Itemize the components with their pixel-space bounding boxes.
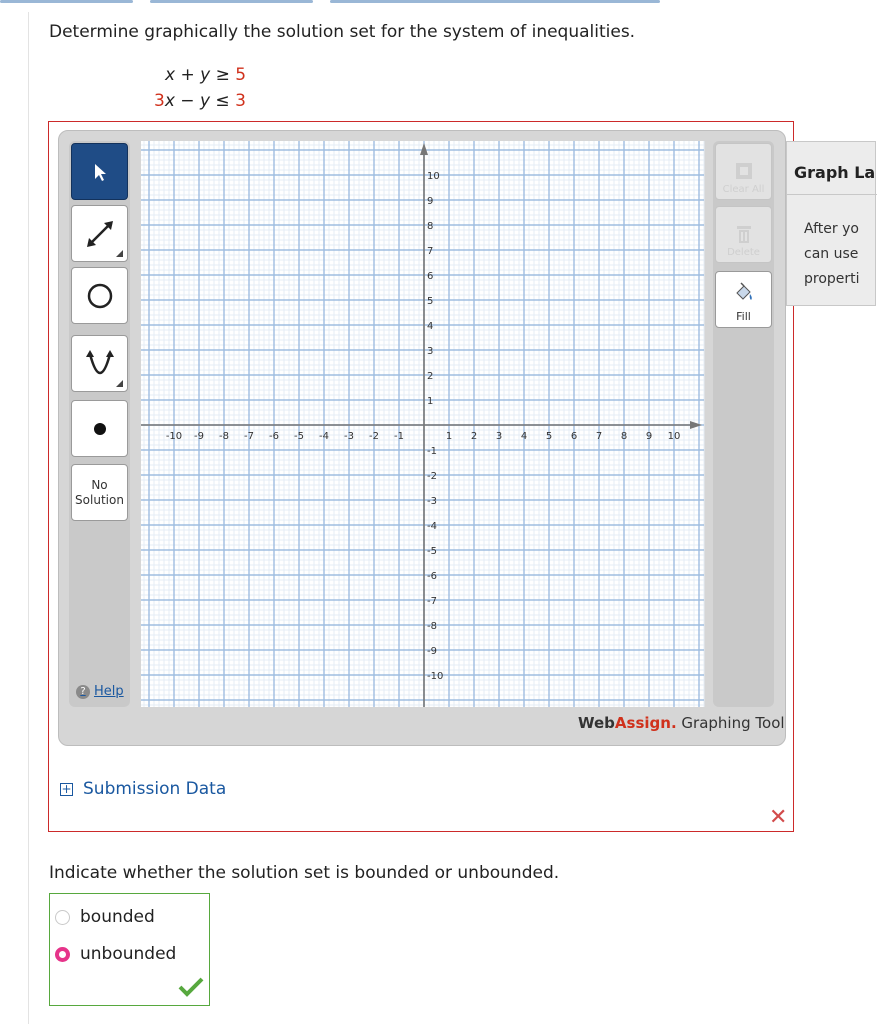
circle-icon [83, 279, 117, 313]
submenu-indicator-icon [116, 250, 123, 257]
top-tabs-strip [0, 0, 862, 10]
y-tick-label: 4 [427, 321, 434, 332]
help-link[interactable] [76, 684, 124, 699]
x-tick-label: -9 [194, 431, 204, 442]
submenu-indicator-icon [116, 380, 123, 387]
point-icon [90, 419, 110, 439]
question-text: Determine graphically the solution set for the system of inequalities. [49, 22, 636, 42]
line-arrow-icon [83, 217, 117, 251]
x-tick-label: -10 [165, 431, 183, 442]
option-bounded[interactable] [55, 907, 155, 927]
x-tick-label: -6 [269, 431, 279, 442]
graph-layers-divider [787, 194, 877, 195]
radio-bounded[interactable] [55, 910, 70, 925]
no-solution-button[interactable] [71, 464, 128, 521]
option-unbounded[interactable] [55, 944, 176, 964]
x-tick-label: 10 [667, 431, 681, 442]
inequality-2: 3x − y ≤ 3 [154, 91, 246, 111]
x-tick-label: 2 [470, 431, 478, 442]
help-icon: ? [76, 685, 90, 699]
top-tab-3 [330, 0, 660, 3]
y-tick-label: 10 [427, 171, 440, 182]
delete-label: Delete [727, 247, 760, 258]
top-tab-2 [150, 0, 313, 3]
y-tick-label: 7 [427, 246, 434, 257]
x-tick-label: 6 [570, 431, 578, 442]
clear-all-button[interactable] [715, 143, 772, 200]
brand-label: WebAssign. Graphing Tool [578, 714, 785, 732]
incorrect-x-icon: ✕ [769, 805, 788, 830]
pointer-icon [88, 160, 112, 184]
y-tick-label: 2 [427, 371, 434, 382]
y-tick-label: -3 [427, 496, 437, 507]
x-tick-label: -8 [219, 431, 229, 442]
inequality-1: x + y ≥ 5 [165, 65, 247, 85]
no-solution-label: No Solution [75, 477, 124, 507]
y-tick-label: -9 [427, 646, 437, 657]
x-tick-label: 4 [520, 431, 528, 442]
trash-icon [733, 223, 755, 245]
parabola-icon [82, 346, 118, 382]
graph-layers-line: After yo [804, 221, 859, 237]
expand-icon: + [61, 781, 72, 796]
pointer-tool-button[interactable] [71, 143, 128, 200]
radio-unbounded[interactable] [55, 947, 70, 962]
y-tick-label: -2 [427, 471, 437, 482]
y-tick-label: -1 [427, 446, 437, 457]
x-tick-label: 7 [595, 431, 603, 442]
y-tick-label: -5 [427, 546, 437, 557]
graph-layers-panel [786, 141, 876, 306]
x-tick-label: 1 [445, 431, 453, 442]
coordinate-grid[interactable] [141, 141, 704, 707]
delete-button[interactable] [715, 206, 772, 263]
y-tick-label: 9 [427, 196, 434, 207]
submission-data-toggle[interactable] [60, 779, 226, 799]
point-tool-button[interactable] [71, 400, 128, 457]
submission-data-label: Submission Data [83, 779, 227, 799]
y-tick-label: 5 [427, 296, 434, 307]
y-tick-label: -10 [427, 671, 444, 682]
parabola-tool-button[interactable] [71, 335, 128, 392]
x-tick-label: -7 [244, 431, 254, 442]
y-tick-label: -7 [427, 596, 437, 607]
option-unbounded-label: unbounded [80, 944, 177, 964]
graph-layers-body [804, 217, 860, 292]
correct-check-icon [178, 976, 204, 996]
top-tab-1 [0, 0, 133, 3]
fill-label: Fill [736, 310, 751, 323]
x-tick-label: -4 [319, 431, 329, 442]
y-tick-label: -8 [427, 621, 437, 632]
graph-layers-title: Graph La [794, 163, 876, 182]
clear-all-icon [733, 160, 755, 182]
left-margin-line [28, 12, 29, 1024]
y-tick-label: 3 [427, 346, 434, 357]
y-tick-label: 6 [427, 271, 434, 282]
y-tick-label: 1 [427, 396, 434, 407]
x-tick-label: -1 [394, 431, 404, 442]
circle-tool-button[interactable] [71, 267, 128, 324]
y-tick-label: -4 [427, 521, 437, 532]
x-tick-label: 9 [645, 431, 653, 442]
x-axis-arrow [690, 421, 702, 429]
x-tick-label: 8 [620, 431, 628, 442]
x-tick-label: 5 [545, 431, 553, 442]
line-tool-button[interactable] [71, 205, 128, 262]
x-tick-label: 3 [495, 431, 503, 442]
option-bounded-label: bounded [80, 907, 155, 927]
graph-layers-line: properti [804, 271, 860, 287]
help-label: Help [94, 684, 124, 699]
fill-button[interactable] [715, 271, 772, 328]
clear-all-label: Clear All [722, 184, 765, 195]
y-tick-label: 8 [427, 221, 434, 232]
x-tick-label: -2 [369, 431, 379, 442]
paint-bucket-icon [733, 282, 755, 304]
y-tick-label: -6 [427, 571, 437, 582]
graph-layers-line: can use [804, 246, 859, 262]
x-tick-label: -5 [294, 431, 304, 442]
x-tick-label: -3 [344, 431, 354, 442]
question-2-text: Indicate whether the solution set is bounded or unbounded. [49, 863, 560, 883]
